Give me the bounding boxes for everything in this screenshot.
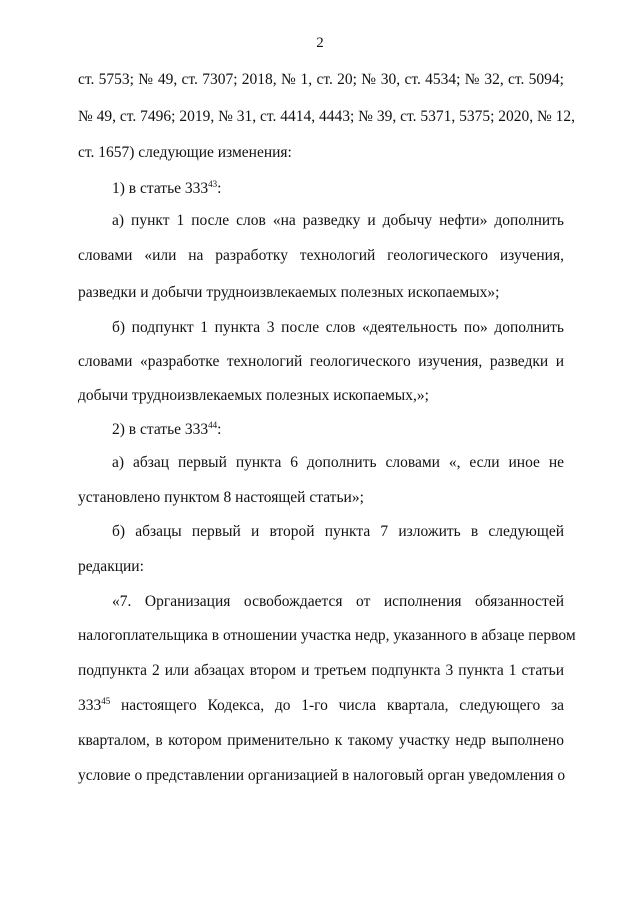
text-line: а) пункт 1 после слов «на разведку и добычу нефти» дополнить [112,212,564,229]
superscript: 45 [101,695,111,706]
text-line: ст. 1657) следующие изменения: [78,144,292,161]
superscript: 43 [208,178,218,189]
page-number: 2 [316,35,324,51]
text-line: 2) в статье $333^{44}$: [112,419,222,438]
text-line: № 49, ст. 7496; 2019, № 31, ст. 4414, 4443; № 39, ст. 5371, 5375; 2020, № 12, [78,108,576,125]
text-line: ст. 5753; № 49, ст. 7307; 2018, № 1, ст. 20; № 30, ст. 4534; № 32, ст. 5094; [78,71,564,88]
text-line: редакции: [78,558,144,575]
superscript: 44 [208,419,218,430]
text-line: налогоплательщика в отношении участка недр, указанного в абзаце первом [78,627,576,644]
text-line: подпункта 2 или абзацах втором и третьем подпункта 3 пункта 1 статьи [78,662,564,679]
text-line: а) абзац первый пункта 6 дополнить словами «, если иное не [112,454,564,471]
text-line: б) подпункт 1 пункта 3 после слов «деятельность по» дополнить [112,319,564,336]
text-line: кварталом, в котором применительно к такому участку недр выполнено [78,732,564,749]
text-line: $333^{45}$ настоящего Кодекса, до 1-го числа квартала, следующего за [78,695,564,714]
text-line: разведки и добычи трудноизвлекаемых полезных ископаемых»; [78,284,500,301]
text-line: условие о представлении организацией в налоговый орган уведомления о [78,767,566,784]
text-line: 1) в статье $333^{43}$: [112,178,222,197]
text-line: б) абзацы первый и второй пункта 7 изложить в следующей [112,523,564,540]
text-line: словами «или на разработку технологий геологического изучения, [78,247,564,264]
text-line: установлено пунктом 8 настоящей статьи»; [78,489,364,506]
text-line: «7. Организация освобождается от исполнения обязанностей [112,593,564,610]
text-line: добычи трудноизвлекаемых полезных ископаемых,»; [78,387,429,404]
text-line: словами «разработке технологий геологического изучения, разведки и [78,353,564,370]
